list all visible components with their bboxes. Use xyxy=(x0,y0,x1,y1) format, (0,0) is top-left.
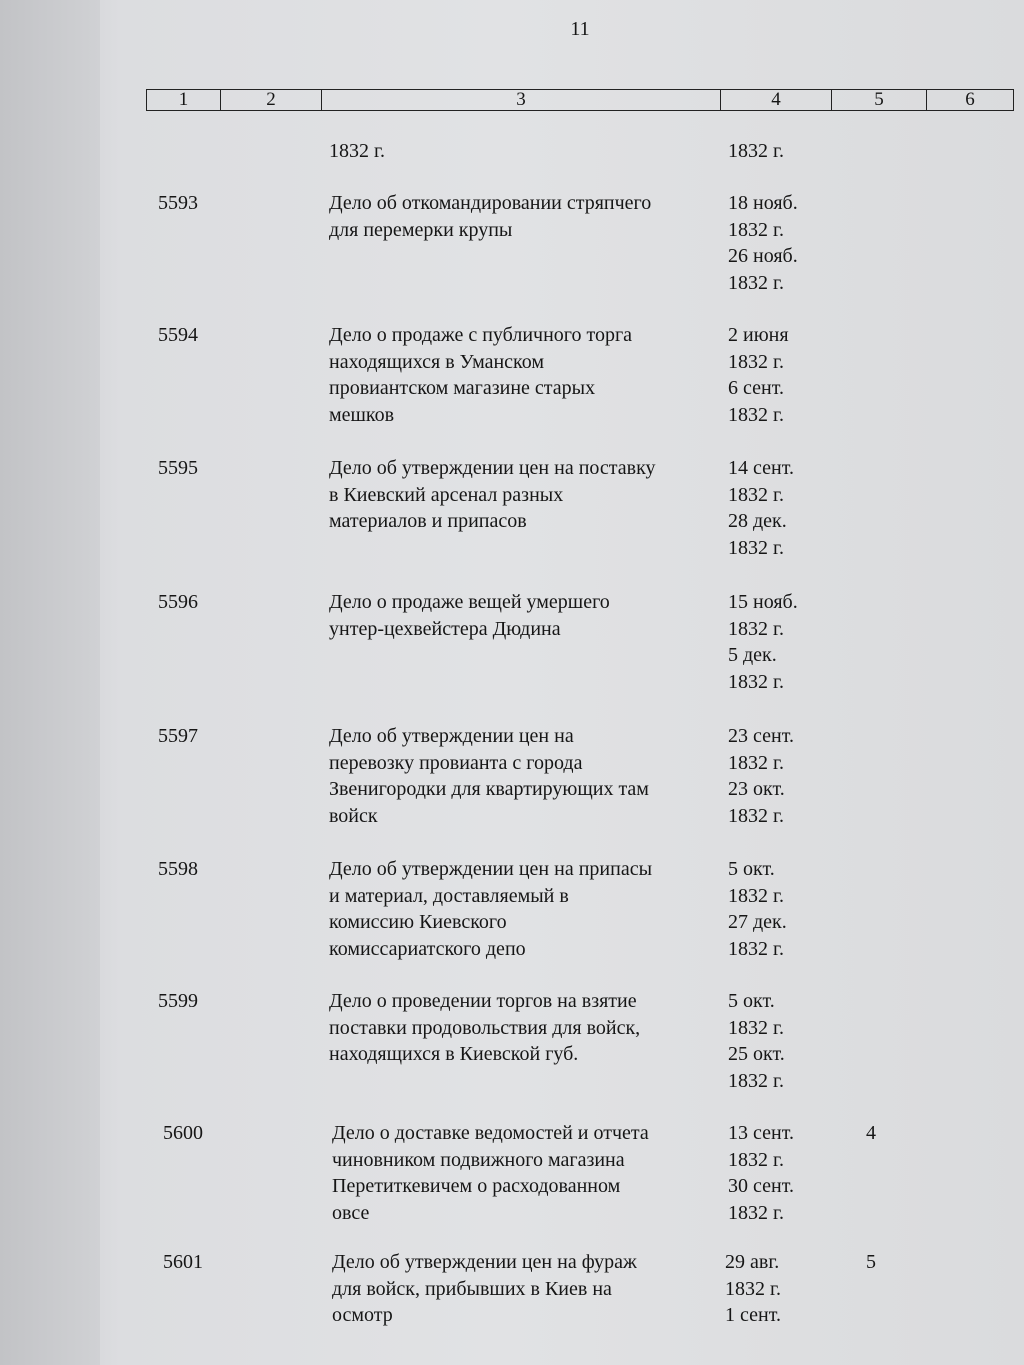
description-line: мешков xyxy=(329,403,395,426)
date-line: 1832 г. xyxy=(728,140,784,162)
entry-description xyxy=(329,190,719,243)
entry-number: 5597 xyxy=(158,725,198,747)
date-line: 1832 г. xyxy=(728,884,784,907)
description-line: для войск, прибывших в Киев на xyxy=(332,1277,612,1300)
description-line: в Киевский арсенал разных xyxy=(329,483,564,506)
entry-number: 5595 xyxy=(158,457,198,479)
entry-description xyxy=(329,455,719,535)
date-line: 30 сент. xyxy=(728,1175,794,1197)
date-line: 1832 г. xyxy=(728,350,784,373)
description-line: унтер-цехвейстера Дюдина xyxy=(329,617,561,640)
column-header-6: 6 xyxy=(965,89,975,110)
description-line: Дело об утверждении цен на поставку xyxy=(329,457,656,479)
column-header-2: 2 xyxy=(221,90,322,110)
description-line: 1832 г. xyxy=(329,140,385,162)
description-line: Дело о продаже вещей умершего xyxy=(329,591,610,613)
date-line: 1832 г. xyxy=(728,271,784,294)
date-line: 5 окт. xyxy=(728,858,775,880)
entry-sheet-count: 5 xyxy=(866,1251,876,1273)
entry-dates xyxy=(728,322,838,428)
date-line: 13 сент. xyxy=(728,1122,794,1144)
description-line: осмотр xyxy=(332,1304,393,1326)
description-line: Дело о проведении торгов на взятие xyxy=(329,990,637,1012)
date-line: 5 окт. xyxy=(728,990,775,1012)
entry-dates xyxy=(728,988,838,1094)
date-line: 1832 г. xyxy=(725,1277,781,1300)
date-line: 14 сент. xyxy=(728,457,794,479)
date-line: 1832 г. xyxy=(728,1069,784,1092)
date-line: 1832 г. xyxy=(728,403,784,426)
column-header-4: 4 xyxy=(721,90,832,110)
date-line: 5 дек. xyxy=(728,644,777,666)
entry-dates xyxy=(728,589,838,695)
description-line: войск xyxy=(329,804,378,827)
entry-description xyxy=(329,723,719,829)
date-line: 18 нояб. xyxy=(728,192,798,214)
entry-description xyxy=(329,988,719,1068)
date-line: 1832 г. xyxy=(728,483,784,506)
description-line: Дело о продаже с публичного торга xyxy=(329,324,633,346)
column-header-row xyxy=(146,89,1014,111)
column-header-3: 3 xyxy=(322,90,721,110)
description-line: комиссариатского депо xyxy=(329,937,526,960)
date-line: 1832 г. xyxy=(728,937,784,960)
description-line: овсе xyxy=(332,1201,370,1224)
date-line: 15 нояб. xyxy=(728,591,798,613)
description-line: и материал, доставляемый в xyxy=(329,884,569,907)
date-line: 1832 г. xyxy=(728,1148,784,1171)
date-line: 1832 г. xyxy=(728,670,784,693)
entry-dates xyxy=(728,723,838,829)
description-line: комиссию Киевского xyxy=(329,911,507,933)
entry-description xyxy=(332,1249,722,1329)
column-header-1: 1 xyxy=(147,90,221,110)
date-line: 2 июня xyxy=(728,324,789,346)
date-line: 28 дек. xyxy=(728,510,787,532)
entry-number: 5594 xyxy=(158,324,198,346)
date-line: 1832 г. xyxy=(728,751,784,774)
entry-dates xyxy=(728,190,838,296)
date-line: 26 нояб. xyxy=(728,245,798,267)
description-line: провиантском магазине старых xyxy=(329,377,596,399)
date-line: 23 окт. xyxy=(728,778,785,800)
description-line: Дело об утверждении цен на припасы xyxy=(329,858,653,880)
date-line: 27 дек. xyxy=(728,911,787,933)
description-line: находящихся в Киевской губ. xyxy=(329,1043,579,1065)
entry-dates xyxy=(728,1120,838,1226)
entry-description xyxy=(329,322,719,428)
date-line: 1832 г. xyxy=(728,218,784,241)
entry-sheet-count: 4 xyxy=(866,1122,876,1144)
entry-number: 5599 xyxy=(158,990,198,1012)
entry-description xyxy=(329,856,719,962)
entry-description xyxy=(332,1120,722,1226)
entry-number: 5600 xyxy=(163,1122,203,1144)
description-line: Дело об откомандировании стряпчего xyxy=(329,192,652,214)
date-line: 6 сент. xyxy=(728,377,784,399)
description-line: материалов и припасов xyxy=(329,510,527,532)
date-line: 25 окт. xyxy=(728,1043,785,1065)
description-line: для перемерки крупы xyxy=(329,218,513,241)
entry-number: 5596 xyxy=(158,591,198,613)
continuation-description xyxy=(329,138,719,165)
description-line: Дело об утверждении цен на фураж xyxy=(332,1251,637,1273)
description-line: Звенигородки для квартирующих там xyxy=(329,778,649,800)
entry-number: 5598 xyxy=(158,858,198,880)
description-line: находящихся в Уманском xyxy=(329,350,545,373)
date-line: 1 сент. xyxy=(725,1304,781,1326)
description-line: поставки продовольствия для войск, xyxy=(329,1016,641,1039)
date-line: 1832 г. xyxy=(728,536,784,559)
description-line: чиновником подвижного магазина xyxy=(332,1148,625,1171)
entry-dates xyxy=(728,455,838,561)
description-line: Дело об утверждении цен на xyxy=(329,725,574,747)
entry-description xyxy=(329,589,719,642)
entry-dates xyxy=(728,856,838,962)
page-number: 11 xyxy=(570,18,590,40)
date-line: 1832 г. xyxy=(728,1201,784,1224)
continuation-dates xyxy=(728,138,838,165)
date-line: 29 авг. xyxy=(725,1251,780,1273)
description-line: Перетиткевичем о расходованном xyxy=(332,1175,621,1197)
description-line: перевозку провианта с города xyxy=(329,751,583,774)
date-line: 1832 г. xyxy=(728,1016,784,1039)
date-line: 23 сент. xyxy=(728,725,794,747)
page-gutter-shadow xyxy=(0,0,100,1365)
entry-number: 5593 xyxy=(158,192,198,214)
entry-number: 5601 xyxy=(163,1251,203,1273)
date-line: 1832 г. xyxy=(728,617,784,640)
description-line: Дело о доставке ведомостей и отчета xyxy=(332,1122,649,1144)
column-header-5: 5 xyxy=(832,90,927,110)
date-line: 1832 г. xyxy=(728,804,784,827)
entry-dates xyxy=(725,1249,835,1329)
